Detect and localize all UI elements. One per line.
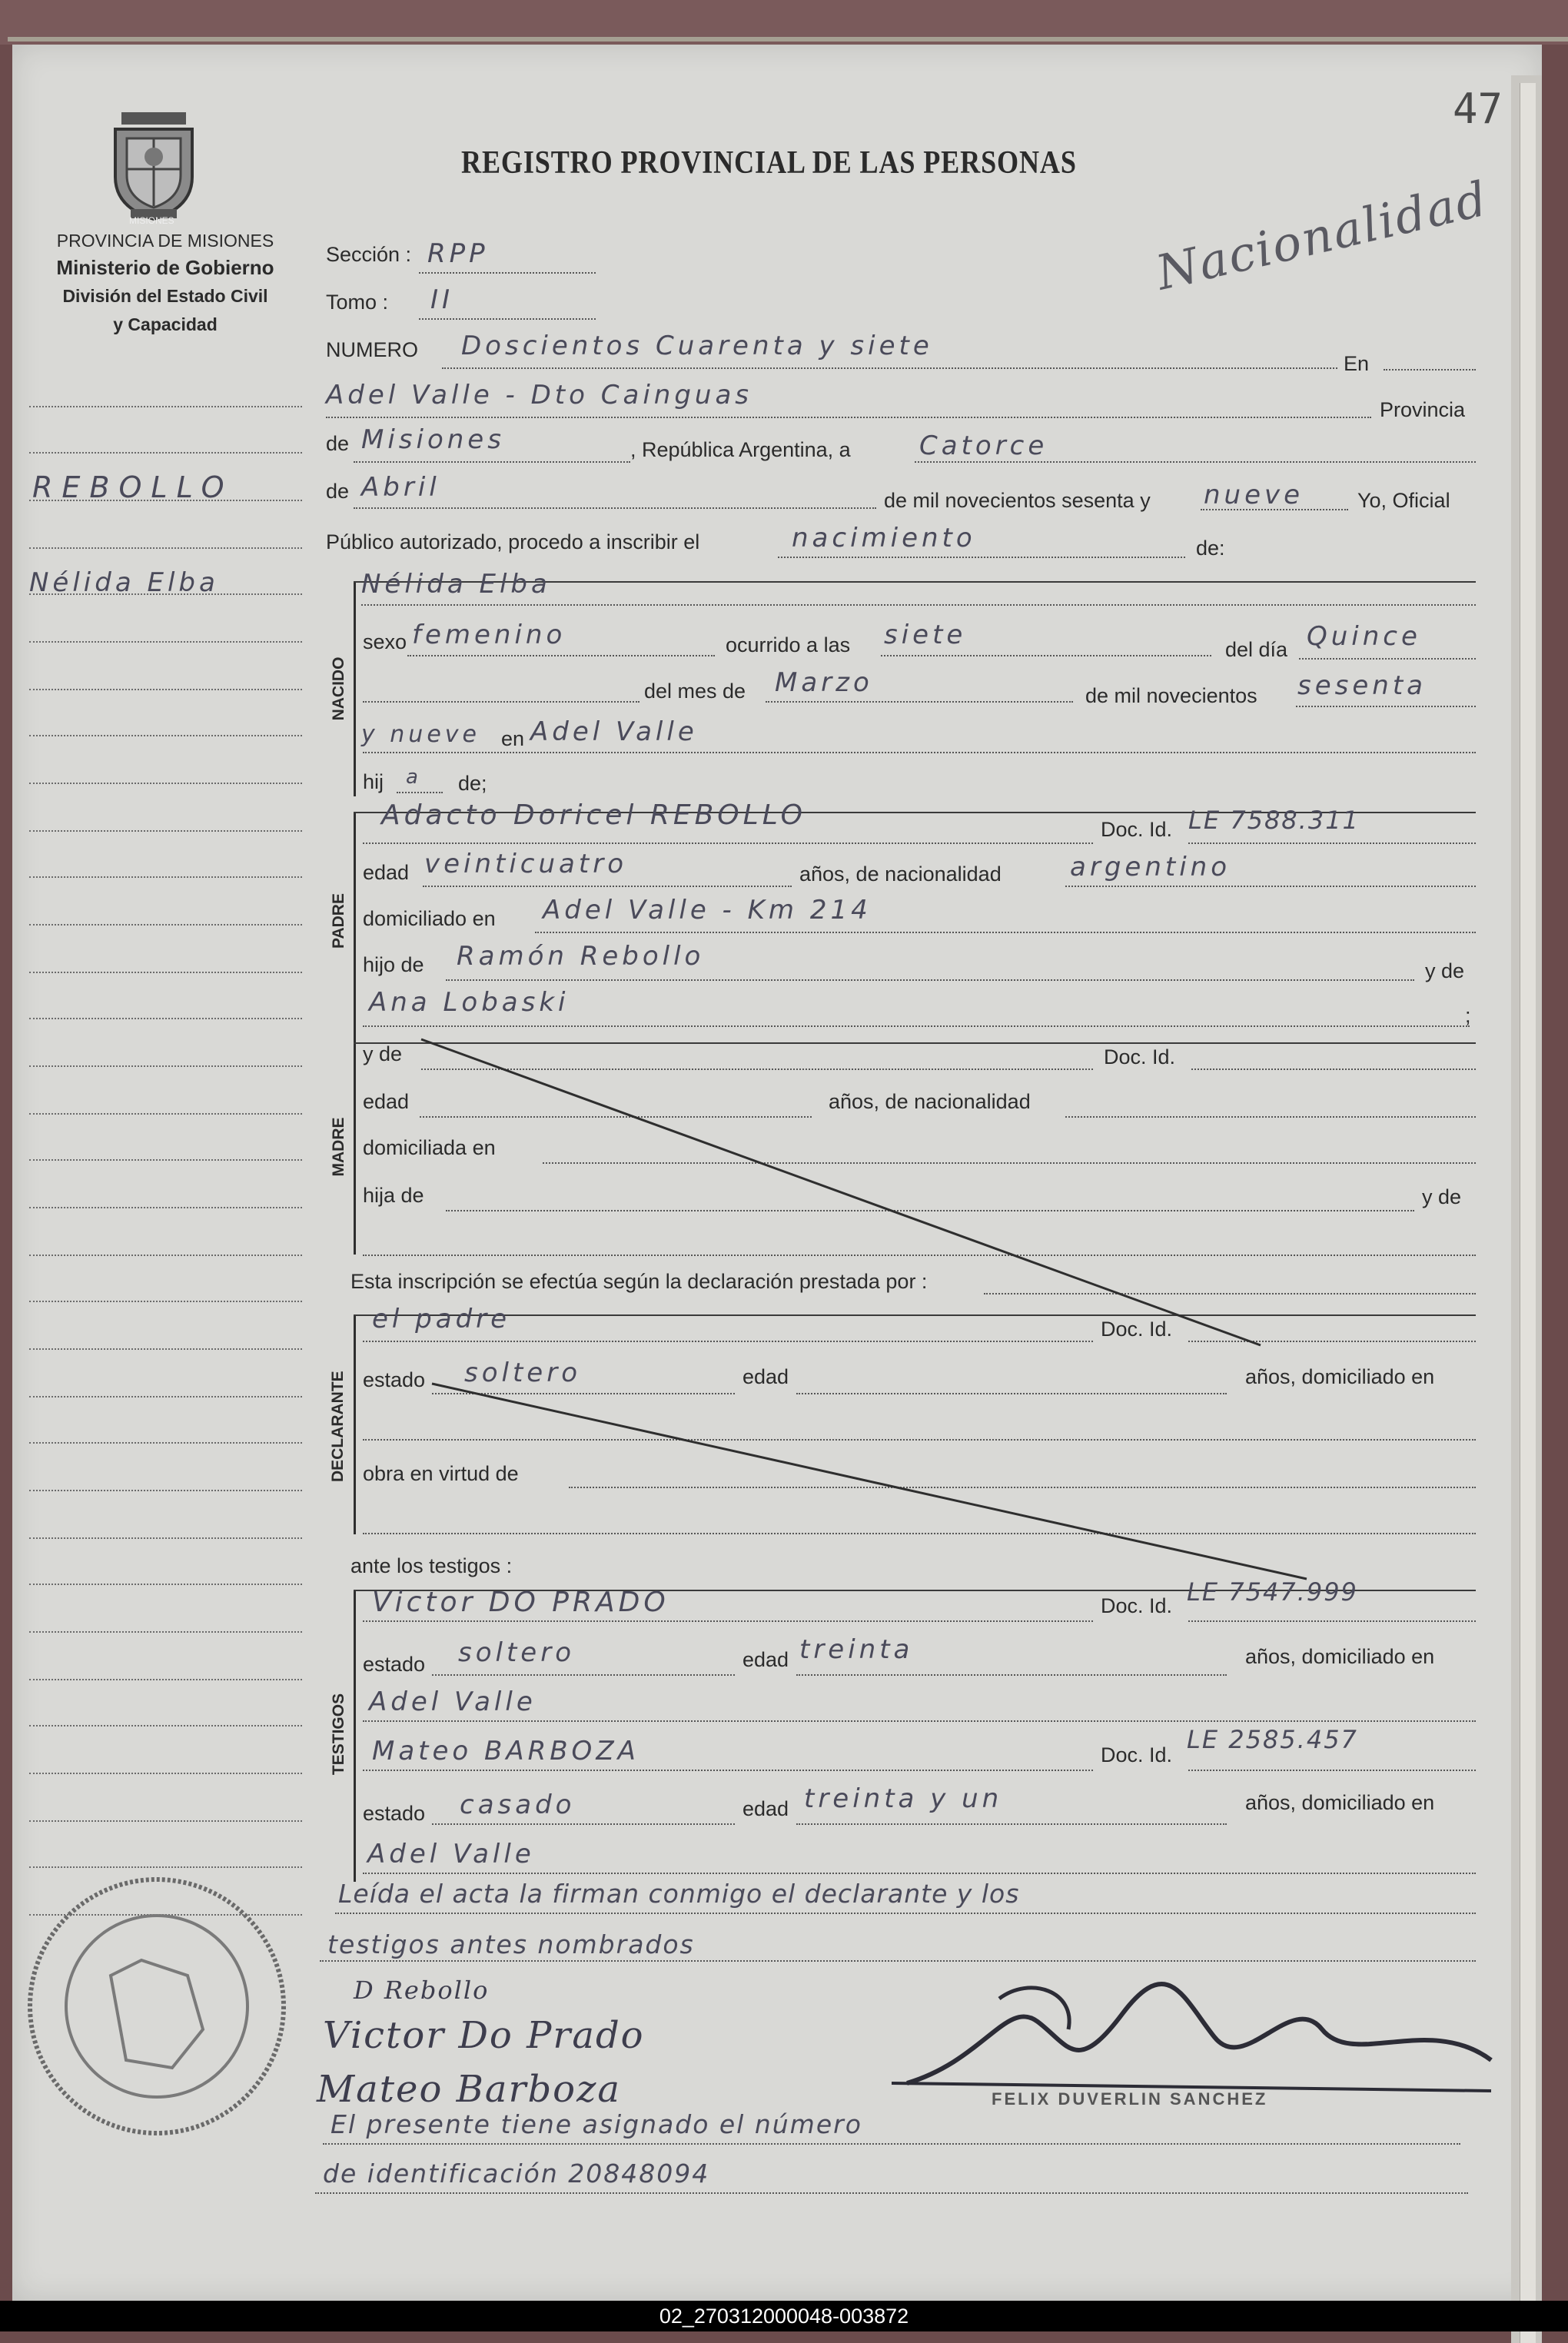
value-testigo2-estado: casado — [460, 1790, 576, 1820]
label-y-de-madre2: y de — [1422, 1185, 1462, 1208]
margin-surname: REBOLLO — [32, 470, 234, 504]
official-signature — [892, 1968, 1507, 2106]
header-capacity: y Capacidad — [113, 314, 218, 334]
label-anos-dom-testigo2: años, domiciliado en — [1245, 1791, 1435, 1814]
section-padre: PADRE — [330, 893, 347, 949]
label-hijo-de: hijo de — [363, 953, 424, 976]
value-padre-madre: Ana Lobaski — [369, 987, 570, 1018]
section-declarante: DECLARANTE — [329, 1371, 347, 1482]
label-de-mes: de — [326, 480, 350, 503]
value-testigo2-edad: treinta y un — [804, 1783, 1003, 1814]
label-anos-nac-padre: años, de nacionalidad — [799, 862, 1002, 886]
label-doc-madre: Doc. Id. — [1104, 1045, 1176, 1068]
label-doc-padre: Doc. Id. — [1101, 818, 1173, 841]
value-seccion: RPP — [427, 238, 489, 269]
stamp-nacionalidad: Nacionalidad — [1151, 170, 1493, 301]
label-numero: NUMERO — [326, 338, 418, 361]
label-y-de-padre: y de — [1425, 959, 1465, 982]
label-edad-declarante: edad — [742, 1365, 789, 1388]
closing-line-1: Leída el acta la firman conmigo el declarante y los — [338, 1879, 1020, 1909]
label-provincia: Provincia — [1380, 398, 1466, 421]
label-edad-testigo2: edad — [742, 1797, 789, 1820]
label-del-dia: del día — [1225, 638, 1288, 661]
value-declarante: el padre — [372, 1304, 511, 1334]
value-lugar: Adel Valle - Dto Cainguas — [326, 380, 752, 410]
label-testigos: ante los testigos : — [350, 1554, 513, 1577]
label-hija-de: hija de — [363, 1184, 424, 1207]
label-yo-oficial: Yo, Oficial — [1357, 489, 1450, 512]
label-semicolon: ; — [1465, 1004, 1471, 1027]
value-padre-dom: Adel Valle - Km 214 — [543, 895, 872, 926]
value-testigo1: Victor DO PRADO — [372, 1587, 669, 1618]
value-mes-nac: Marzo — [775, 667, 873, 698]
signature-barboza: Mateo Barboza — [317, 2068, 621, 2111]
label-republica: , República Argentina, a — [630, 438, 851, 461]
label-domiciliado-padre: domiciliado en — [363, 907, 496, 930]
header-division: División del Estado Civil — [62, 286, 268, 306]
closing-line-2: testigos antes nombrados — [327, 1929, 695, 1959]
label-en-nac: en — [501, 727, 525, 750]
value-hora: siete — [884, 620, 967, 650]
margin-given-names: Nélida Elba — [29, 567, 219, 598]
signature-rebollo: D Rebollo — [354, 1976, 490, 2005]
official-name: FELIX DUVERLIN SANCHEZ — [992, 2089, 1268, 2109]
label-sexo: sexo — [363, 630, 407, 653]
value-testigo2: Mateo BARBOZA — [372, 1736, 639, 1766]
section-testigos: TESTIGOS — [330, 1693, 347, 1776]
emblem-label: MISIONES — [129, 215, 174, 226]
value-testigo1-estado: soltero — [458, 1637, 575, 1668]
value-sexo: femenino — [412, 620, 566, 650]
label-estado-declarante: estado — [363, 1368, 426, 1391]
scan-caption: 02_270312000048-003872 — [0, 2301, 1568, 2331]
label-de-colon: de: — [1196, 537, 1225, 560]
official-seal — [18, 1845, 295, 2152]
note-line-1: El presente tiene asignado el número — [331, 2109, 862, 2139]
label-y-de-madre: y de — [363, 1042, 403, 1065]
header-province: PROVINCIA DE MISIONES — [56, 231, 274, 251]
label-estado-testigo1: estado — [363, 1653, 426, 1676]
label-edad-padre: edad — [363, 861, 410, 884]
value-nombre-nacido: Nélida Elba — [361, 569, 551, 600]
label-domiciliada-madre: domiciliada en — [363, 1136, 496, 1159]
signature-do-prado: Victor Do Prado — [323, 2014, 645, 2057]
label-anos-dom-declarante: años, domiciliado en — [1245, 1365, 1435, 1388]
value-hij-suffix: a — [406, 766, 422, 789]
value-dia-inscripcion: Catorce — [919, 430, 1048, 461]
value-testigo1-edad: treinta — [799, 1634, 914, 1665]
header-ministry: Ministerio de Gobierno — [56, 256, 274, 279]
value-testigo2-doc: LE 2585.457 — [1187, 1725, 1358, 1754]
section-nacido: NACIDO — [330, 656, 347, 721]
value-padre-nac: argentino — [1070, 852, 1231, 882]
page-number: 47 — [1453, 85, 1503, 133]
label-de-mil2: de mil novecientos — [1085, 684, 1257, 707]
value-acto: nacimiento — [792, 523, 976, 553]
value-testigo2-dom: Adel Valle — [367, 1839, 535, 1869]
value-anio-nac: sesenta — [1297, 670, 1427, 701]
label-anos-dom-testigo1: años, domiciliado en — [1245, 1645, 1435, 1668]
label-estado-testigo2: estado — [363, 1802, 426, 1825]
label-ocurrido: ocurrido a las — [726, 633, 851, 656]
label-edad-testigo1: edad — [742, 1648, 789, 1671]
label-publico: Público autorizado, procedo a inscribir el — [326, 530, 700, 553]
value-declarante-estado: soltero — [464, 1358, 581, 1388]
label-doc-testigo2: Doc. Id. — [1101, 1743, 1173, 1766]
label-edad-madre: edad — [363, 1090, 410, 1113]
value-dia-nac: Quince — [1307, 621, 1421, 652]
label-obra: obra en virtud de — [363, 1462, 519, 1485]
section-madre: MADRE — [330, 1117, 347, 1177]
value-anio: nueve — [1204, 480, 1304, 510]
value-testigo1-dom: Adel Valle — [369, 1687, 537, 1717]
value-testigo1-doc: LE 7547.999 — [1187, 1577, 1358, 1607]
value-tomo: II — [430, 284, 454, 315]
value-numero: Doscientos Cuarenta y siete — [461, 331, 933, 361]
label-anos-nac-madre: años, de nacionalidad — [829, 1090, 1031, 1113]
value-padre-doc: LE 7588.311 — [1188, 806, 1360, 835]
note-line-2: de identificación 20848094 — [323, 2159, 710, 2188]
label-declaracion: Esta inscripción se efectúa según la declaración prestada por : — [350, 1270, 928, 1293]
label-de-provincia: de — [326, 432, 350, 455]
document-title: REGISTRO PROVINCIAL DE LAS PERSONAS — [461, 145, 1077, 181]
value-padre-edad: veinticuatro — [424, 849, 627, 879]
label-hij: hij — [363, 770, 384, 793]
label-de-mil: de mil novecientos sesenta y — [884, 489, 1151, 512]
label-doc-declarante: Doc. Id. — [1101, 1318, 1173, 1341]
value-mes-inscripcion: Abril — [361, 472, 440, 503]
value-lugar-nac: Adel Valle — [530, 716, 698, 747]
label-doc-testigo1: Doc. Id. — [1101, 1594, 1173, 1617]
label-del-mes: del mes de — [644, 680, 746, 703]
value-anio-nac2: y nueve — [361, 721, 480, 748]
label-en: En — [1344, 352, 1370, 375]
value-padre-hijo-de: Ramón Rebollo — [457, 941, 705, 972]
label-tomo: Tomo : — [326, 291, 389, 314]
value-padre-nombre: Adacto Doricel REBOLLO — [381, 799, 806, 831]
label-seccion: Sección : — [326, 243, 412, 266]
label-de-semi: de; — [458, 772, 487, 795]
value-provincia: Misiones — [361, 424, 505, 455]
